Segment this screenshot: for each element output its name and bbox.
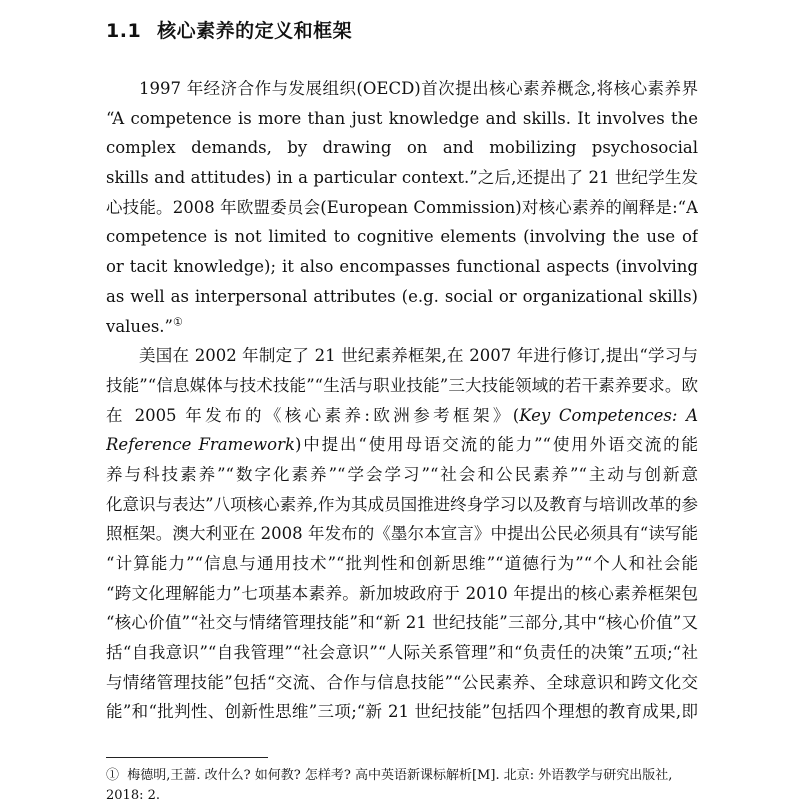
text-line: 美国在 2002 年制定了 21 世纪素养框架,在 2007 年进行修订,提出“学习与 bbox=[139, 346, 698, 366]
text-line: 养与科技素养”“数字化素养”“学会学习”“社会和公民素养”“主动与创新意 bbox=[106, 464, 698, 484]
footnote-divider bbox=[106, 757, 268, 758]
text-line: 括“自我意识”“自我管理”“社会意识”“人际关系管理”和“负责任的决策”五项;“社 bbox=[106, 643, 698, 663]
footnote-text: 梅德明,王蔷. 改什么? 如何教? 怎样考? 高中英语新课标解析[M]. 北京: 外语教学与研究出版社, bbox=[127, 768, 673, 783]
book-title-italic: Reference Framework bbox=[106, 435, 295, 455]
text-fragment: )中提出“使用母语交流的能力”“使用外语交流的能 bbox=[295, 435, 698, 455]
text-line bbox=[106, 430, 698, 460]
text-line: competence is not limited to cognitive elements (involving the use of bbox=[106, 227, 698, 247]
text-line: 照框架。澳大利亚在 2008 年发布的《墨尔本宣言》中提出公民必须具有“读写能 bbox=[106, 524, 698, 544]
text-line: 与情绪管理技能”包括“交流、合作与信息技能”“公民素养、全球意识和跨文化交 bbox=[106, 672, 698, 692]
section-title: 核心素养的定义和框架 bbox=[157, 20, 353, 42]
text-line: or tacit knowledge); it also encompasses functional aspects (involving bbox=[106, 257, 698, 277]
text-line: “核心价值”“社交与情绪管理技能”和“新 21 世纪技能”三部分,其中“核心价值”又 bbox=[106, 613, 698, 633]
section-heading bbox=[106, 16, 352, 43]
paragraph-1 bbox=[106, 74, 698, 341]
text-line: skills and attitudes) in a particular context.”之后,还提出了 21 世纪学生发 bbox=[106, 168, 698, 188]
text-line: “A competence is more than just knowledge and skills. It involves the bbox=[106, 108, 698, 128]
body-text bbox=[106, 74, 698, 727]
text-line: “跨文化理解能力”七项基本素养。新加坡政府于 2010 年提出的核心素养框架包 bbox=[106, 583, 698, 603]
text-line: 心技能。2008 年欧盟委员会(European Commission)对核心素养的阐释是:“A bbox=[106, 197, 698, 217]
text-fragment: values.” bbox=[106, 316, 173, 336]
text-line bbox=[106, 401, 698, 431]
text-line: 化意识与表达”八项核心素养,作为其成员国推进终身学习以及教育与培训改革的参 bbox=[106, 494, 698, 514]
text-line: 1997 年经济合作与发展组织(OECD)首次提出核心素养概念,将核心素养界 bbox=[139, 79, 698, 98]
footnote bbox=[106, 766, 706, 800]
paragraph-2 bbox=[106, 341, 698, 727]
footnote-reference[interactable]: ① bbox=[172, 315, 183, 328]
footnote-marker: ① bbox=[106, 768, 120, 783]
text-fragment: 在 2005 年发布的《核心素养:欧洲参考框架》( bbox=[106, 405, 520, 425]
text-line: “计算能力”“信息与通用技术”“批判性和创新思维”“道德行为”“个人和社会能 bbox=[106, 554, 698, 573]
text-line: 能”和“批判性、创新性思维”三项;“新 21 世纪技能”包括四个理想的教育成果,即 bbox=[106, 702, 698, 722]
footnote-cutoff-line: 2018: 2. bbox=[106, 788, 160, 800]
book-title-italic: Key Competences: A bbox=[519, 405, 698, 425]
section-number: 1.1 bbox=[106, 20, 142, 42]
text-line-last bbox=[106, 312, 698, 342]
text-line: complex demands, by drawing on and mobilizing psychosocial bbox=[106, 138, 698, 158]
text-line: 技能”“信息媒体与技术技能”“生活与职业技能”三大技能领域的若干素养要求。欧 bbox=[106, 375, 698, 395]
text-line: as well as interpersonal attributes (e.g. social or organizational skills) bbox=[106, 286, 698, 306]
